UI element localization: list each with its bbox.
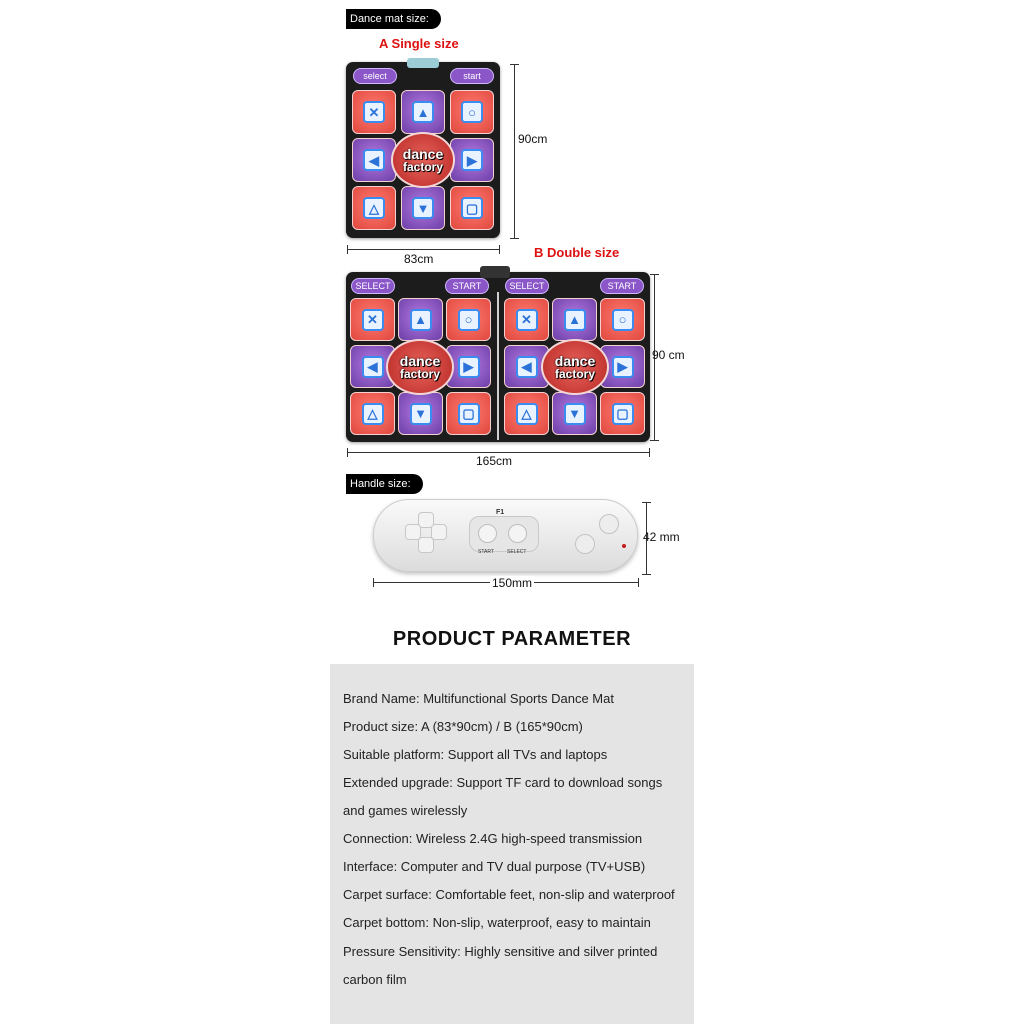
tile-left (352, 138, 396, 182)
single-height-tick-top (510, 64, 519, 65)
single-select-button: select (353, 68, 397, 84)
handle-height-label: 42 mm (643, 530, 680, 544)
circle-icon: ○ (458, 309, 480, 331)
square-icon: ▢ (458, 403, 480, 425)
double-width-tick-right (649, 448, 650, 457)
dance-mat-size-label: Dance mat size: (346, 9, 441, 29)
tile-right (450, 138, 494, 182)
action-button-a (599, 514, 619, 534)
cross-icon: ✕ (516, 309, 538, 331)
double-height-tick-top (650, 274, 659, 275)
param-line: Carpet bottom: Non-slip, waterproof, easy to maintain (343, 915, 651, 930)
tile-circle (600, 298, 645, 341)
double-size-title: B Double size (534, 245, 620, 260)
tile-cross (352, 90, 396, 134)
select-label: SELECT (507, 549, 527, 555)
product-parameter-heading: PRODUCT PARAMETER (392, 628, 632, 650)
cross-icon: ✕ (362, 309, 384, 331)
single-width-tick-left (347, 245, 348, 254)
handle-height-tick-bottom (642, 574, 651, 575)
dance-factory-logo (541, 339, 609, 395)
double-width-tick-left (347, 448, 348, 457)
tile-square (450, 186, 494, 230)
param-line: Interface: Computer and TV dual purpose (TV+USB) (343, 859, 646, 874)
up-arrow-icon: ▲ (410, 309, 432, 331)
double-mat-divider (497, 292, 499, 440)
left-arrow-icon: ◀ (363, 149, 385, 171)
tile-cross (504, 298, 549, 341)
param-line: Pressure Sensitivity: Highly sensitive and silver printed (343, 944, 658, 959)
dpad-right (431, 524, 447, 540)
double-dance-mat (346, 272, 650, 442)
handle-remote (373, 499, 638, 572)
tile-circle (446, 298, 491, 341)
left-arrow-icon: ◀ (362, 356, 384, 378)
dance-factory-logo (391, 132, 455, 188)
param-line: Brand Name: Multifunctional Sports Dance Mat (343, 691, 614, 706)
param-line: Connection: Wireless 2.4G high-speed transmission (343, 831, 643, 846)
handle-width-tick-left (373, 578, 374, 587)
single-dance-mat (346, 62, 500, 238)
tile-circle (450, 90, 494, 134)
single-start-button: start (450, 68, 494, 84)
down-arrow-icon: ▼ (412, 197, 434, 219)
up-arrow-icon: ▲ (412, 101, 434, 123)
handle-width-tick-right (638, 578, 639, 587)
double-left-select-button: SELECT (351, 278, 395, 294)
down-arrow-icon: ▼ (564, 403, 586, 425)
logo-text-factory: factory (402, 159, 443, 174)
logo-text-dance: dance (402, 145, 444, 162)
double-width-label: 165cm (476, 454, 513, 468)
double-height-tick-bottom (650, 440, 659, 441)
double-width-line (347, 452, 649, 453)
circle-icon: ○ (461, 101, 483, 123)
right-arrow-icon: ▶ (461, 149, 483, 171)
single-height-label: 90cm (518, 132, 548, 146)
square-icon: ▢ (461, 197, 483, 219)
left-arrow-icon: ◀ (516, 356, 538, 378)
tile-cross (350, 298, 395, 341)
tile-up (398, 298, 443, 341)
double-mat-connector (480, 266, 510, 278)
tile-down (401, 186, 445, 230)
select-button (508, 524, 527, 543)
tile-square (600, 392, 645, 435)
single-height-line (514, 64, 515, 238)
tile-triangle (504, 392, 549, 435)
start-button (478, 524, 497, 543)
tile-up (552, 298, 597, 341)
down-arrow-icon: ▼ (410, 403, 432, 425)
start-label: START (478, 549, 494, 555)
double-height-label: 90 cm (652, 348, 685, 362)
logo-text-dance: dance (554, 352, 596, 369)
right-arrow-icon: ▶ (458, 356, 480, 378)
triangle-icon: △ (516, 403, 538, 425)
param-line: carbon film (343, 972, 407, 987)
indicator-led (622, 544, 626, 548)
tile-down (398, 392, 443, 435)
cross-icon: ✕ (363, 101, 385, 123)
triangle-icon: △ (363, 197, 385, 219)
double-right-select-button: SELECT (505, 278, 549, 294)
param-line: Extended upgrade: Support TF card to download songs (343, 775, 663, 790)
single-width-label: 83cm (404, 252, 434, 266)
tile-triangle (352, 186, 396, 230)
logo-text-factory: factory (554, 366, 595, 381)
tile-square (446, 392, 491, 435)
single-size-title: A Single size (379, 36, 459, 51)
dpad-down (418, 537, 434, 553)
handle-size-label: Handle size: (346, 474, 423, 494)
action-button-b (575, 534, 595, 554)
f1-label: F1 (496, 509, 505, 516)
single-height-tick-bottom (510, 238, 519, 239)
tile-triangle (350, 392, 395, 435)
tile-down (552, 392, 597, 435)
logo-text-dance: dance (399, 352, 441, 369)
double-right-start-button: START (600, 278, 644, 294)
param-line: and games wirelessly (343, 803, 468, 818)
param-line: Product size: A (83*90cm) / B (165*90cm) (343, 719, 583, 734)
triangle-icon: △ (362, 403, 384, 425)
param-line: Suitable platform: Support all TVs and laptops (343, 747, 608, 762)
handle-height-tick-top (642, 502, 651, 503)
tile-up (401, 90, 445, 134)
single-width-line (347, 249, 499, 250)
handle-width-label: 150mm (492, 576, 533, 590)
single-width-tick-right (499, 245, 500, 254)
logo-text-factory: factory (399, 366, 440, 381)
right-arrow-icon: ▶ (612, 356, 634, 378)
up-arrow-icon: ▲ (564, 309, 586, 331)
param-line: Carpet surface: Comfortable feet, non-slip and waterproof (343, 887, 675, 902)
circle-icon: ○ (612, 309, 634, 331)
double-left-start-button: START (445, 278, 489, 294)
square-icon: ▢ (612, 403, 634, 425)
dance-factory-logo (386, 339, 454, 395)
single-mat-connector (407, 58, 439, 68)
